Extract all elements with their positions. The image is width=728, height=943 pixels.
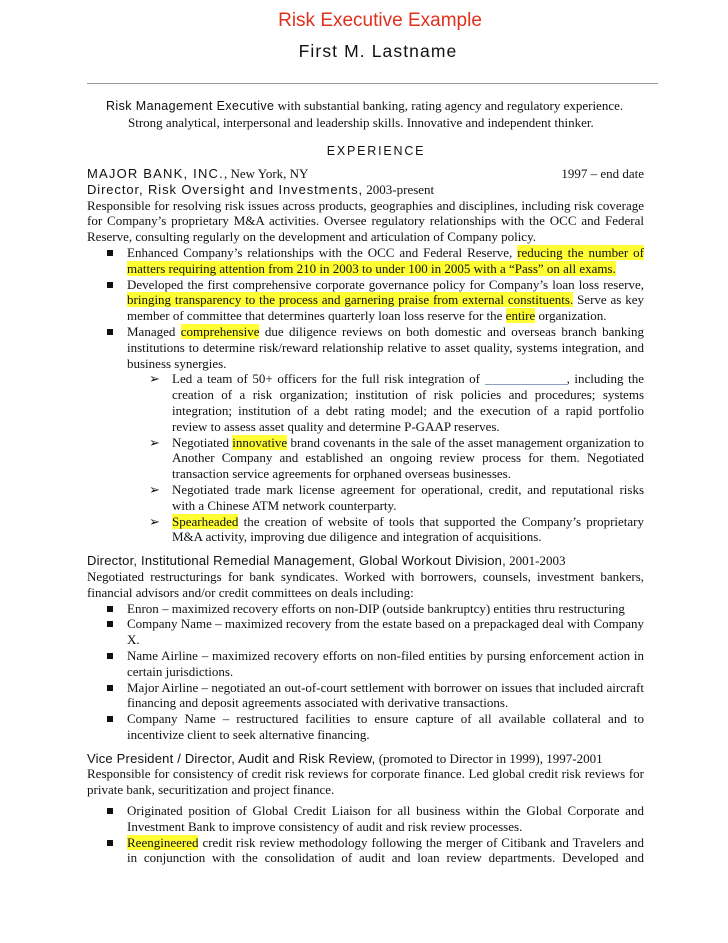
bullet-text: Negotiated bbox=[172, 434, 233, 450]
highlighted-text: Spearheaded bbox=[172, 513, 239, 529]
list-item bbox=[87, 324, 644, 371]
square-bullet-icon bbox=[107, 653, 113, 659]
square-bullet-icon bbox=[107, 716, 113, 722]
bullet-text: due diligence reviews on both domestic and overseas branch banking institutions to determine risk/reward relationship relative to asset quality, systems integration, and business synergies. bbox=[127, 323, 645, 371]
summary-lead: Risk Management Executive bbox=[106, 99, 275, 113]
experience-body bbox=[87, 166, 644, 866]
square-bullet-icon bbox=[107, 621, 113, 627]
job3-title-line bbox=[87, 751, 644, 767]
highlighted-text: entire bbox=[505, 308, 536, 324]
highlighted-text: Reengineered bbox=[127, 834, 199, 850]
list-item bbox=[87, 482, 644, 514]
bullet-text: Company Name – maximized recovery from the estate based on a prepackaged deal with Company X. bbox=[127, 616, 644, 648]
list-item bbox=[87, 601, 644, 617]
bullet-text: Serve as key member of committee that determines quarterly loan loss reserve for the bbox=[127, 292, 644, 324]
square-bullet-icon bbox=[107, 606, 113, 612]
bullet-text: Led a team of 50+ officers for the full risk integration of bbox=[172, 371, 485, 387]
list-item bbox=[87, 803, 644, 835]
job3-dates: (promoted to Director in 1999), 1997-2001 bbox=[375, 750, 603, 766]
bullet-text: the creation of website of tools that supported the Company’s proprietary M&A activity, improving due diligence and integration of acquisitions. bbox=[172, 513, 644, 545]
job1-sub-bullets bbox=[87, 371, 644, 545]
list-item bbox=[87, 277, 644, 324]
arrowhead-bullet-icon: ➢ bbox=[149, 434, 160, 450]
bullet-text: organization. bbox=[535, 308, 607, 324]
highlighted-text: innovative bbox=[232, 434, 288, 450]
job2-bullets bbox=[87, 601, 644, 743]
bullet-text: Originated position of Global Credit Liaison for all business within the Global Corporate and Investment Bank to improve consistency of audit and risk review processes. bbox=[127, 803, 644, 834]
redacted-name-field bbox=[485, 372, 567, 385]
header-divider bbox=[87, 83, 658, 84]
job1-dates: 2003-present bbox=[363, 181, 435, 197]
arrowhead-bullet-icon: ➢ bbox=[149, 481, 160, 497]
bullet-text: Negotiated trade mark license agreement for operational, credit, and reputational risks with a Chinese ATM network counterparty. bbox=[172, 481, 644, 513]
job3-title: Vice President / Director, Audit and Risk Review, bbox=[87, 750, 376, 766]
document-title: Risk Executive Example bbox=[278, 10, 482, 31]
summary-line-1-text: with substantial banking, rating agency and regulatory experience. bbox=[274, 98, 624, 113]
list-item bbox=[87, 435, 644, 482]
job2-dates: 2001-2003 bbox=[505, 553, 566, 569]
list-item bbox=[87, 514, 644, 546]
square-bullet-icon bbox=[107, 685, 113, 691]
job2-title: Director, Institutional Remedial Management, Global Workout Division, bbox=[87, 553, 506, 569]
job2-description: Negotiated restructurings for bank syndicates. Worked with borrowers, counsels, investment bankers, financial advisors and/or credit committees on deals including: bbox=[87, 568, 644, 600]
square-bullet-icon bbox=[107, 282, 113, 288]
square-bullet-icon bbox=[107, 808, 113, 814]
bullet-text: Developed the first comprehensive corporate governance policy for Company’s loan loss reserve, bbox=[127, 276, 644, 292]
employer-name: MAJOR BANK, INC. bbox=[87, 166, 224, 181]
highlighted-text: bringing transparency to the process and garnering praise from external constituents. bbox=[127, 292, 574, 308]
bullet-text: , including the creation of a risk organization; institution of risk policies and procedures; systems integration; institution of a debt rating model; and the execution of a rapid portfolio review to assess asset quality and determine P-GAAP reserves. bbox=[172, 371, 644, 434]
summary-line-1 bbox=[106, 98, 666, 115]
highlighted-text: comprehensive bbox=[180, 323, 260, 339]
list-item bbox=[87, 245, 644, 277]
bullet-text: Enron – maximized recovery efforts on non-DIP (outside bankruptcy) entities thru restructuring bbox=[127, 600, 625, 616]
list-item bbox=[87, 711, 644, 743]
list-item bbox=[87, 371, 644, 434]
bullet-text: Name Airline – maximized recovery efforts on non-filed entities by pursing enforcement action in certain jurisdictions. bbox=[127, 647, 644, 679]
arrowhead-bullet-icon: ➢ bbox=[149, 513, 160, 529]
list-item bbox=[87, 835, 644, 867]
bullet-text: credit risk review methodology following the merger of Citibank and Travelers and in conjunction with the consolidation of audit and loan review departments. Developed and bbox=[127, 834, 644, 866]
summary-line-2: Strong analytical, interpersonal and leadership skills. Innovative and independent thinker. bbox=[128, 114, 594, 130]
experience-heading: EXPERIENCE bbox=[326, 144, 426, 158]
job3-bullets bbox=[87, 803, 644, 866]
bullet-text: Enhanced Company’s relationships with the OCC and Federal Reserve, bbox=[127, 244, 518, 260]
employer-dates: 1997 – end date bbox=[561, 166, 644, 181]
employer-info bbox=[87, 166, 308, 182]
job1-title-line bbox=[87, 182, 644, 198]
job1-title: Director, Risk Oversight and Investments, bbox=[87, 181, 364, 197]
summary-block bbox=[106, 98, 666, 131]
job1-bullets bbox=[87, 245, 644, 371]
job2-title-line bbox=[87, 553, 644, 569]
employer-location: , New York, NY bbox=[223, 166, 309, 181]
list-item bbox=[87, 616, 644, 648]
bullet-text: Company Name – restructured facilities to ensure capture of all available collateral and to incentivize client to seek alternative financing. bbox=[127, 711, 644, 742]
bullet-text: Major Airline – negotiated an out-of-court settlement with borrower on issues that included aircraft financing and deposit agreements associated with derivative transactions. bbox=[127, 679, 644, 711]
highlighted-text: reducing the number of matters requiring attention from 210 in 2003 to under 100 in 2005 with a “Pass” on all exams. bbox=[127, 244, 644, 276]
job3-description: Responsible for consistency of credit risk reviews for corporate finance. Led global credit risk reviews for private bank, securitization and project finance. bbox=[87, 766, 644, 798]
candidate-name: First M. Lastname bbox=[298, 41, 458, 61]
square-bullet-icon bbox=[107, 250, 113, 256]
list-item bbox=[87, 680, 644, 712]
employer-line bbox=[87, 166, 644, 182]
list-item bbox=[87, 648, 644, 680]
bullet-text: Managed bbox=[127, 323, 181, 339]
square-bullet-icon bbox=[107, 329, 113, 335]
bullet-text: brand covenants in the sale of the asset management organization to Another Company and established an ongoing review process for them. Negotiated transaction service agreements for orphaned overseas businesses. bbox=[172, 434, 644, 482]
square-bullet-icon bbox=[107, 840, 113, 846]
job1-description: Responsible for resolving risk issues across products, geographies and disciplines, including risk coverage for Company’s proprietary M&A activities. Oversee regulatory relationships with the OCC and Federal Reserve, consulting regularly on the development and articulation of Company policy. bbox=[87, 197, 644, 245]
arrowhead-bullet-icon: ➢ bbox=[149, 371, 160, 387]
